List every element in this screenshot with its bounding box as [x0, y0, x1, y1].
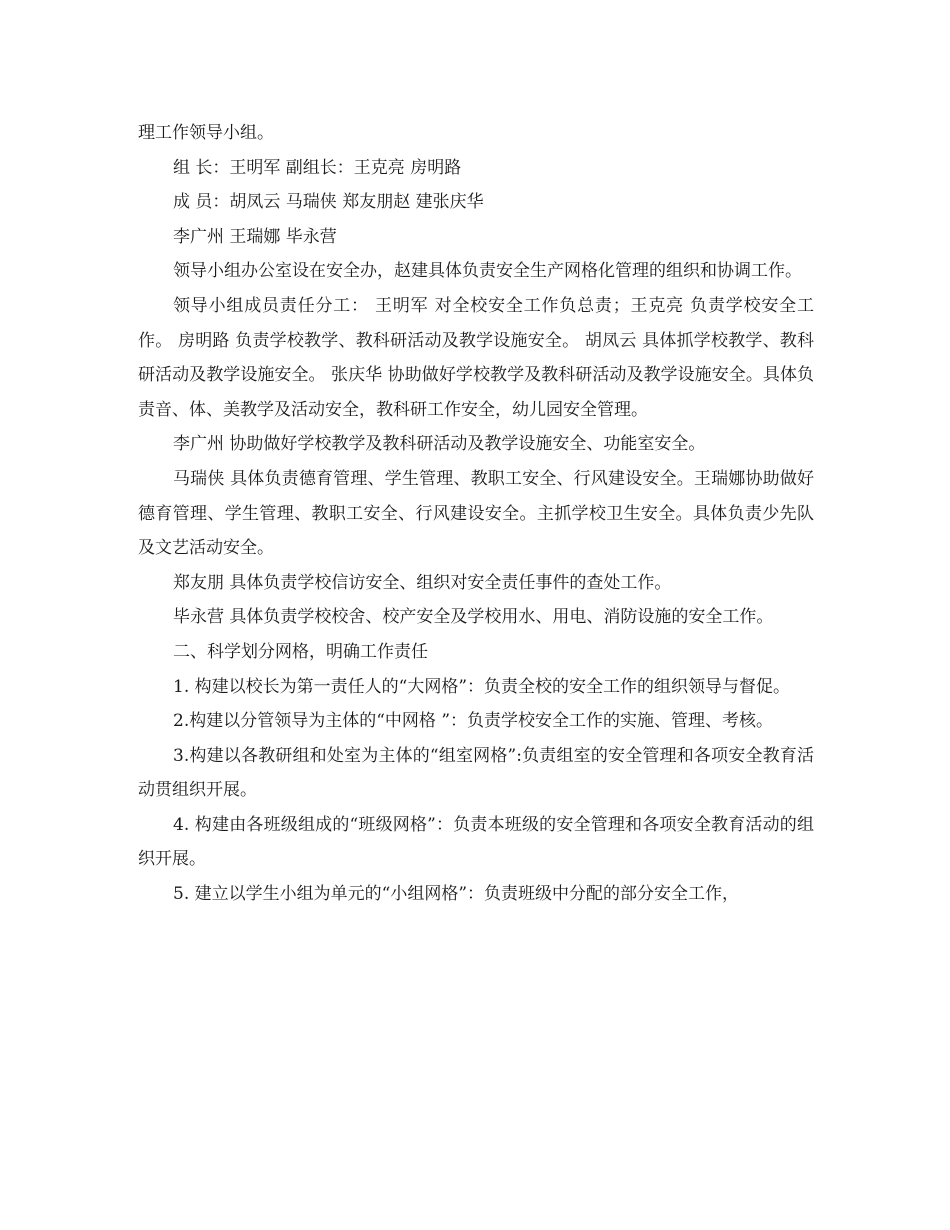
paragraph-5: 领导小组办公室设在安全办，赵建具体负责安全生产网格化管理的组织和协调工作。 [173, 261, 802, 282]
paragraph-2: 组 长：王明军 副组长：王克亮 房明路 [173, 157, 462, 178]
list-item-1: 1. 构建以校长为第一责任人的“大网格”：负责全校的安全工作的组织领导与督促。 [173, 676, 791, 697]
list-item-5: 5. 建立以学生小组为单元的“小组网格”：负责班级中分配的部分安全工作， [173, 884, 740, 905]
paragraph-8: 马瑞侠 具体负责德育管理、学生管理、教职工安全、行风建设安全。王瑞娜协助做好德育管理、学生管理、教职工安全、行风建设安全。主抓学校卫生安全。具体负责少先队及文艺活动安全。 [138, 468, 814, 559]
document-body [138, 116, 814, 912]
list-item-2: 2.构建以分管领导为主体的“中网格 ”：负责学校安全工作的实施、管理、考核。 [173, 711, 774, 732]
paragraph-7: 李广州 协助做好学校教学及教科研活动及教学设施安全、功能室安全。 [173, 434, 706, 455]
paragraph-4: 李广州 王瑞娜 毕永营 [173, 226, 337, 247]
paragraph-1: 理工作领导小组。 [138, 123, 274, 143]
paragraph-6: 领导小组成员责任分工： 王明军 对全校安全工作负总责；王克亮 负责学校安全工作。 房明路 负责学校教学、教科研活动及教学设施安全。 胡凤云 具体抓学校教学、教科研活动及教学设施安全。 张庆华 协助做好学校教学及教科研活动及教学设施安全。具体负责音、体、美教学及活动安全，教科研工作安全，幼儿园安全管理。 [138, 295, 814, 420]
paragraph-3: 成 员：胡凤云 马瑞侠 郑友朋赵 建张庆华 [173, 192, 484, 213]
list-item-3: 3.构建以各教研组和处室为主体的“组室网格”:负责组室的安全管理和各项安全教育活动贯组织开展。 [138, 745, 814, 801]
section-heading-2: 二、科学划分网格，明确工作责任 [173, 641, 428, 662]
paragraph-9: 郑友朋 具体负责学校信访安全、组织对安全责任事件的查处工作。 [173, 572, 672, 593]
list-item-4: 4. 构建由各班级组成的“班级网格”：负责本班级的安全管理和各项安全教育活动的组织开展。 [138, 814, 814, 870]
paragraph-10: 毕永营 具体负责学校校舍、校产安全及学校用水、用电、消防设施的安全工作。 [173, 607, 774, 628]
